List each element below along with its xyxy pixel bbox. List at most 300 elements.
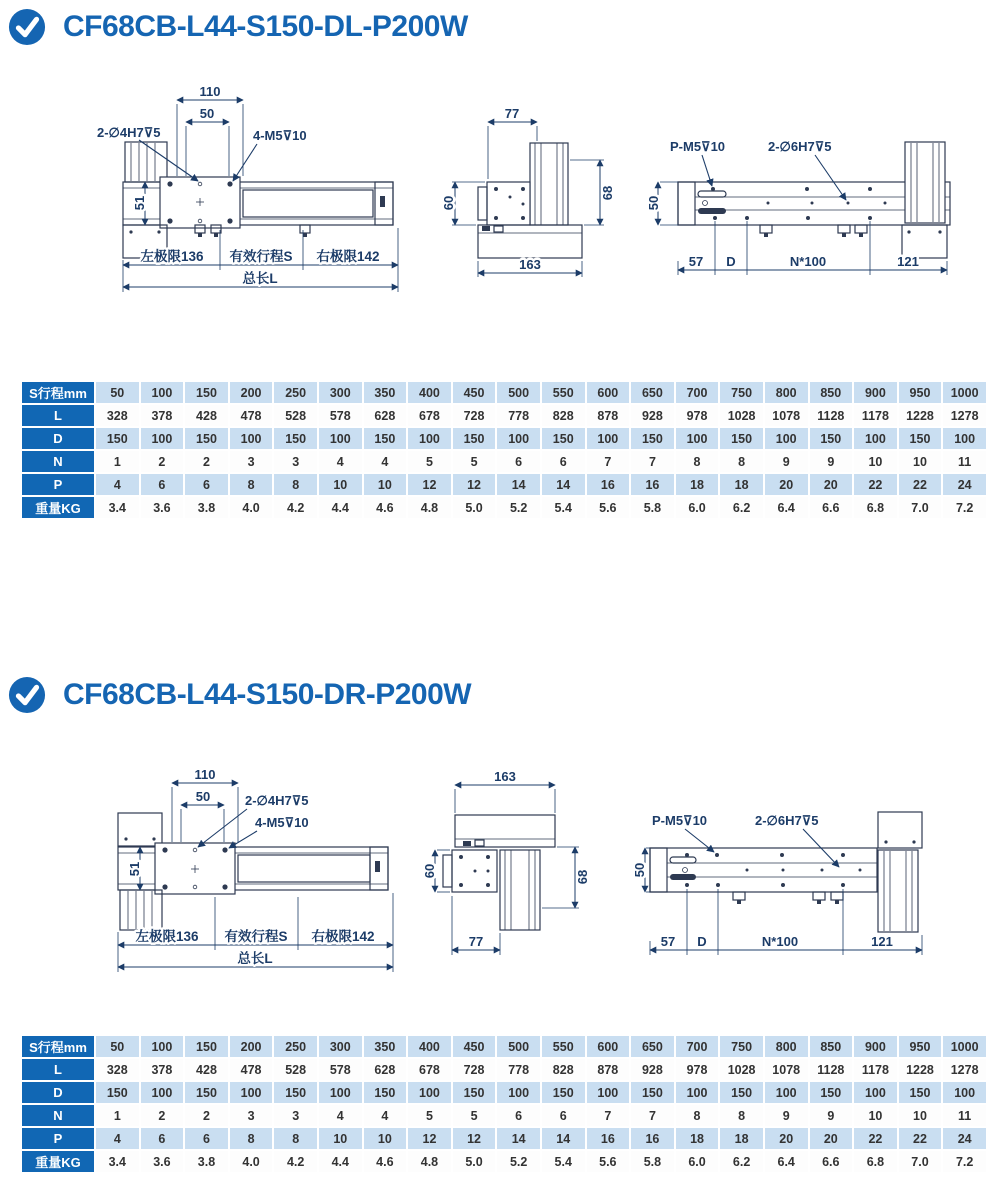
table-cell: 6 — [185, 1128, 228, 1149]
table-cell: 7.2 — [943, 1151, 986, 1172]
table-cell: 22 — [854, 1128, 897, 1149]
table-cell: 8 — [720, 451, 763, 472]
carriage — [155, 843, 235, 894]
table-cell: 4.4 — [319, 497, 362, 518]
spec-table — [20, 1034, 988, 1174]
table-cell: 6.6 — [810, 1151, 853, 1172]
table-cell: 4.0 — [230, 1151, 273, 1172]
table-cell: 14 — [542, 474, 585, 495]
table-cell: 950 — [899, 1036, 942, 1057]
dim-110: 110 — [199, 84, 221, 99]
table-cell: 750 — [720, 382, 763, 403]
table-cell: 100 — [408, 428, 451, 449]
mounting-holes — [685, 853, 862, 887]
table-cell: 1178 — [854, 405, 897, 426]
table-cell: 50 — [96, 382, 139, 403]
table-cell: 3.8 — [185, 1151, 228, 1172]
table-cell: 10 — [854, 1105, 897, 1126]
dim-68: 68 — [575, 869, 590, 885]
table-cell: 6 — [141, 1128, 184, 1149]
table-cell: 728 — [453, 405, 496, 426]
table-cell: 14 — [542, 1128, 585, 1149]
dim-121: 121 — [897, 254, 919, 269]
table-cell: 16 — [631, 474, 674, 495]
table-cell: 1000 — [943, 1036, 986, 1057]
row-header: D — [22, 1082, 94, 1103]
table-cell: 650 — [631, 1036, 674, 1057]
table-cell: 950 — [899, 382, 942, 403]
table-cell: 8 — [676, 1105, 719, 1126]
table-cell: 8 — [230, 474, 273, 495]
table-cell: 7.0 — [899, 1151, 942, 1172]
table-cell: 250 — [274, 382, 317, 403]
table-cell: 100 — [230, 428, 273, 449]
table-cell: 6.8 — [854, 497, 897, 518]
drawing-bottom-view-dl — [646, 85, 995, 310]
row-header: S行程mm — [22, 382, 94, 403]
vertical-bracket — [530, 143, 568, 225]
table-cell: 100 — [141, 382, 184, 403]
table-cell: 900 — [854, 382, 897, 403]
table-cell: 3.6 — [141, 497, 184, 518]
table-cell: 11 — [943, 1105, 986, 1126]
table-cell: 100 — [765, 1082, 808, 1103]
table-cell: 628 — [364, 1059, 407, 1080]
table-cell: 1278 — [943, 1059, 986, 1080]
table-row — [22, 474, 986, 495]
table-cell: 250 — [274, 1036, 317, 1057]
table-cell: 1 — [96, 1105, 139, 1126]
table-cell: 150 — [185, 428, 228, 449]
table-cell: 9 — [765, 1105, 808, 1126]
table-cell: 4.8 — [408, 1151, 451, 1172]
side-plate — [118, 813, 162, 846]
table-cell: 20 — [765, 474, 808, 495]
table-cell: 800 — [765, 382, 808, 403]
table-cell: 150 — [96, 1082, 139, 1103]
table-cell: 850 — [810, 1036, 853, 1057]
table-cell: 100 — [943, 428, 986, 449]
table-cell: 150 — [96, 428, 139, 449]
row-header: P — [22, 474, 94, 495]
table-cell: 450 — [453, 382, 496, 403]
table-cell: 678 — [408, 405, 451, 426]
table-row — [22, 1082, 986, 1103]
drawing-end-view-dr — [422, 765, 660, 1000]
table-cell: 24 — [943, 1128, 986, 1149]
table-cell: 10 — [319, 1128, 362, 1149]
dim-121: 121 — [871, 934, 893, 949]
motor-block — [902, 142, 947, 258]
table-cell: 22 — [854, 474, 897, 495]
table-cell: 16 — [587, 474, 630, 495]
table-cell: 16 — [631, 1128, 674, 1149]
table-cell: 2 — [141, 1105, 184, 1126]
table-cell: 4 — [319, 1105, 362, 1126]
table-row — [22, 405, 986, 426]
table-cell: 6.0 — [676, 497, 719, 518]
dim-110: 110 — [194, 767, 216, 782]
row-header: 重量KG — [22, 497, 94, 518]
table-cell: 150 — [631, 428, 674, 449]
table-cell: 1078 — [765, 405, 808, 426]
table-cell: 578 — [319, 405, 362, 426]
table-cell: 12 — [408, 1128, 451, 1149]
table-cell: 12 — [408, 474, 451, 495]
table-cell: 16 — [587, 1128, 630, 1149]
table-cell: 100 — [497, 428, 540, 449]
motor-block — [125, 142, 167, 182]
table-cell: 928 — [631, 1059, 674, 1080]
table-cell: 150 — [453, 1082, 496, 1103]
table-cell: 6 — [542, 1105, 585, 1126]
table-cell: 18 — [720, 474, 763, 495]
table-cell: 5.6 — [587, 497, 630, 518]
spec-table — [20, 380, 988, 520]
table-cell: 5 — [408, 451, 451, 472]
table-cell: 150 — [185, 382, 228, 403]
table-cell: 10 — [854, 451, 897, 472]
table-cell: 650 — [631, 382, 674, 403]
table-cell: 2 — [185, 1105, 228, 1126]
label-screw-holes: 4-M5⊽10 — [255, 815, 309, 830]
table-cell: 328 — [96, 405, 139, 426]
dim-stroke: 有效行程S — [224, 929, 288, 944]
table-cell: 150 — [899, 1082, 942, 1103]
table-cell: 18 — [720, 1128, 763, 1149]
table-cell: 5.4 — [542, 1151, 585, 1172]
table-cell: 150 — [453, 428, 496, 449]
table-cell: 850 — [810, 382, 853, 403]
dim-163: 163 — [519, 257, 541, 272]
table-cell: 500 — [497, 382, 540, 403]
table-cell: 150 — [810, 428, 853, 449]
dim-50: 50 — [632, 862, 647, 878]
table-cell: 428 — [185, 405, 228, 426]
table-cell: 1000 — [943, 382, 986, 403]
table-cell: 750 — [720, 1036, 763, 1057]
table-cell: 300 — [319, 1036, 362, 1057]
table-cell: 7.0 — [899, 497, 942, 518]
dim-60: 60 — [422, 863, 437, 879]
sensor-tabs — [733, 892, 843, 904]
table-cell: 6.0 — [676, 1151, 719, 1172]
table-cell: 4 — [96, 1128, 139, 1149]
table-cell: 14 — [497, 1128, 540, 1149]
table-cell: 4.6 — [364, 1151, 407, 1172]
table-cell: 4.2 — [274, 1151, 317, 1172]
table-cell: 4.8 — [408, 497, 451, 518]
table-cell: 100 — [141, 428, 184, 449]
table-row — [22, 382, 986, 403]
table-cell: 10 — [364, 474, 407, 495]
table-cell: 100 — [319, 1082, 362, 1103]
page-title: CF68CB-L44-S150-DR-P200W — [63, 678, 472, 711]
table-cell: 5.0 — [453, 497, 496, 518]
table-cell: 8 — [720, 1105, 763, 1126]
dim-50: 50 — [195, 789, 211, 804]
table-cell: 878 — [587, 1059, 630, 1080]
table-cell: 10 — [319, 474, 362, 495]
dim-77: 77 — [504, 106, 520, 121]
table-cell: 3 — [230, 451, 273, 472]
table-cell: 22 — [899, 474, 942, 495]
table-cell: 978 — [676, 405, 719, 426]
table-cell: 150 — [542, 428, 585, 449]
table-cell: 6 — [185, 474, 228, 495]
table-cell: 4.4 — [319, 1151, 362, 1172]
table-cell: 7 — [587, 451, 630, 472]
table-row — [22, 1128, 986, 1149]
table-cell: 8 — [676, 451, 719, 472]
table-cell: 10 — [899, 1105, 942, 1126]
table-cell: 4.2 — [274, 497, 317, 518]
motor-block — [878, 812, 922, 932]
table-cell: 18 — [676, 474, 719, 495]
table-cell: 22 — [899, 1128, 942, 1149]
table-cell: 150 — [720, 1082, 763, 1103]
table-cell: 828 — [542, 1059, 585, 1080]
table-cell: 200 — [230, 1036, 273, 1057]
table-cell: 14 — [497, 474, 540, 495]
table-cell: 100 — [943, 1082, 986, 1103]
table-cell: 1078 — [765, 1059, 808, 1080]
table-cell: 100 — [676, 1082, 719, 1103]
table-cell: 578 — [319, 1059, 362, 1080]
table-cell: 1178 — [854, 1059, 897, 1080]
table-cell: 9 — [765, 451, 808, 472]
table-cell: 100 — [676, 428, 719, 449]
table-cell: 150 — [720, 428, 763, 449]
table-cell: 20 — [765, 1128, 808, 1149]
table-cell: 800 — [765, 1036, 808, 1057]
table-row — [22, 1105, 986, 1126]
dim-50: 50 — [646, 195, 661, 211]
drawing-top-view-dr — [95, 765, 430, 1000]
dim-77: 77 — [468, 934, 484, 949]
table-cell: 5 — [453, 1105, 496, 1126]
table-cell: 150 — [631, 1082, 674, 1103]
label-pin-holes: 2-∅6H7⊽5 — [755, 813, 819, 828]
table-cell: 150 — [899, 428, 942, 449]
table-cell: 778 — [497, 1059, 540, 1080]
table-cell: 878 — [587, 405, 630, 426]
table-cell: 5 — [453, 451, 496, 472]
table-cell: 1028 — [720, 1059, 763, 1080]
table-row — [22, 1059, 986, 1080]
sensor-tabs — [760, 225, 867, 237]
table-cell: 5 — [408, 1105, 451, 1126]
table-cell: 378 — [141, 405, 184, 426]
table-cell: 100 — [408, 1082, 451, 1103]
table-cell: 1128 — [810, 405, 853, 426]
table-cell: 3.8 — [185, 497, 228, 518]
drawing-end-view-dl — [440, 85, 660, 310]
label-pin-holes: 2-∅4H7⊽5 — [97, 125, 161, 140]
table-cell: 5.8 — [631, 497, 674, 518]
table-cell: 4 — [364, 1105, 407, 1126]
table-cell: 2 — [185, 451, 228, 472]
table-cell: 728 — [453, 1059, 496, 1080]
dim-50: 50 — [199, 106, 215, 121]
row-header: N — [22, 451, 94, 472]
table-cell: 10 — [364, 1128, 407, 1149]
table-cell: 4 — [319, 451, 362, 472]
table-cell: 3 — [274, 1105, 317, 1126]
dim-left-limit: 左极限136 — [140, 249, 204, 264]
table-cell: 20 — [810, 474, 853, 495]
table-cell: 5.6 — [587, 1151, 630, 1172]
table-cell: 1128 — [810, 1059, 853, 1080]
table-cell: 700 — [676, 1036, 719, 1057]
dim-total-length: 总长L — [237, 951, 273, 966]
table-cell: 4.6 — [364, 497, 407, 518]
table-cell: 24 — [943, 474, 986, 495]
table-cell: 100 — [587, 1082, 630, 1103]
dim-n100: N*100 — [789, 254, 827, 269]
table-cell: 100 — [141, 1036, 184, 1057]
carriage — [160, 177, 240, 228]
label-pin-holes: 2-∅4H7⊽5 — [245, 793, 309, 808]
table-cell: 3.6 — [141, 1151, 184, 1172]
table-cell: 1228 — [899, 405, 942, 426]
table-cell: 4.0 — [230, 497, 273, 518]
section-1-header — [8, 8, 468, 46]
row-header: L — [22, 1059, 94, 1080]
table-cell: 150 — [542, 1082, 585, 1103]
page-title: CF68CB-L44-S150-DL-P200W — [63, 10, 468, 43]
table-cell: 1028 — [720, 405, 763, 426]
table-cell: 400 — [408, 382, 451, 403]
table-cell: 5.4 — [542, 497, 585, 518]
table-cell: 478 — [230, 1059, 273, 1080]
table-cell: 300 — [319, 382, 362, 403]
row-header: D — [22, 428, 94, 449]
table-cell: 428 — [185, 1059, 228, 1080]
table-cell: 100 — [497, 1082, 540, 1103]
base-plate — [478, 225, 582, 258]
table-cell: 150 — [364, 428, 407, 449]
table-cell: 5.0 — [453, 1151, 496, 1172]
check-icon — [8, 8, 46, 46]
table-cell: 7 — [631, 1105, 674, 1126]
table-cell: 6 — [542, 451, 585, 472]
table-cell: 928 — [631, 405, 674, 426]
table-cell: 600 — [587, 382, 630, 403]
table-cell: 11 — [943, 451, 986, 472]
table-cell: 6 — [141, 474, 184, 495]
table-cell: 978 — [676, 1059, 719, 1080]
table-cell: 6.2 — [720, 1151, 763, 1172]
table-cell: 100 — [854, 428, 897, 449]
table-cell: 828 — [542, 405, 585, 426]
table-cell: 8 — [230, 1128, 273, 1149]
table-cell: 8 — [274, 1128, 317, 1149]
table-cell: 478 — [230, 405, 273, 426]
table-cell: 12 — [453, 1128, 496, 1149]
table-cell: 778 — [497, 405, 540, 426]
table-cell: 20 — [810, 1128, 853, 1149]
table-cell: 350 — [364, 382, 407, 403]
check-icon — [8, 676, 46, 714]
table-cell: 550 — [542, 1036, 585, 1057]
table-cell: 400 — [408, 1036, 451, 1057]
table-cell: 528 — [274, 405, 317, 426]
table-cell: 100 — [319, 428, 362, 449]
table-cell: 700 — [676, 382, 719, 403]
table-cell: 6.2 — [720, 497, 763, 518]
dim-right-limit: 右极限142 — [311, 929, 375, 944]
base-plate — [455, 815, 555, 847]
dim-d: D — [697, 934, 707, 949]
dim-68: 68 — [600, 185, 615, 201]
dim-51: 51 — [127, 861, 142, 877]
table-cell: 150 — [810, 1082, 853, 1103]
label-screw-holes: 4-M5⊽10 — [253, 128, 307, 143]
label-p-screws: P-M5⊽10 — [652, 813, 708, 828]
dim-163: 163 — [494, 769, 516, 784]
table-cell: 2 — [141, 451, 184, 472]
table-cell: 12 — [453, 474, 496, 495]
table-cell: 3 — [230, 1105, 273, 1126]
table-cell: 3.4 — [96, 497, 139, 518]
label-p-screws: P-M5⊽10 — [670, 139, 726, 154]
section-2-header — [8, 676, 471, 714]
dim-left-limit: 左极限136 — [135, 929, 199, 944]
table-row — [22, 497, 986, 518]
table-cell: 900 — [854, 1036, 897, 1057]
table-row — [22, 451, 986, 472]
dim-57: 57 — [688, 254, 704, 269]
table-cell: 6 — [497, 451, 540, 472]
table-cell: 550 — [542, 382, 585, 403]
table-cell: 5.8 — [631, 1151, 674, 1172]
table-cell: 500 — [497, 1036, 540, 1057]
table-cell: 100 — [141, 1082, 184, 1103]
table-cell: 8 — [274, 474, 317, 495]
dim-stroke: 有效行程S — [229, 249, 293, 264]
table-cell: 3.4 — [96, 1151, 139, 1172]
table-cell: 100 — [765, 428, 808, 449]
table-cell: 4 — [364, 451, 407, 472]
table-cell: 150 — [185, 1036, 228, 1057]
table-cell: 1 — [96, 451, 139, 472]
table-cell: 100 — [854, 1082, 897, 1103]
table-cell: 200 — [230, 382, 273, 403]
drawing-bottom-view-dr — [632, 765, 995, 1000]
table-cell: 7 — [631, 451, 674, 472]
table-cell: 100 — [587, 428, 630, 449]
table-cell: 5.2 — [497, 1151, 540, 1172]
vertical-bracket — [500, 850, 540, 930]
table-cell: 9 — [810, 1105, 853, 1126]
carriage-end — [443, 850, 497, 892]
row-header: N — [22, 1105, 94, 1126]
table-cell: 3 — [274, 451, 317, 472]
motor-block — [120, 890, 162, 930]
row-header: S行程mm — [22, 1036, 94, 1057]
table-row — [22, 1036, 986, 1057]
table-cell: 6.8 — [854, 1151, 897, 1172]
table-cell: 4 — [96, 474, 139, 495]
dim-57: 57 — [660, 934, 676, 949]
row-header: P — [22, 1128, 94, 1149]
dim-n100: N*100 — [761, 934, 799, 949]
table-cell: 378 — [141, 1059, 184, 1080]
table-cell: 328 — [96, 1059, 139, 1080]
table-cell: 10 — [899, 451, 942, 472]
table-cell: 600 — [587, 1036, 630, 1057]
